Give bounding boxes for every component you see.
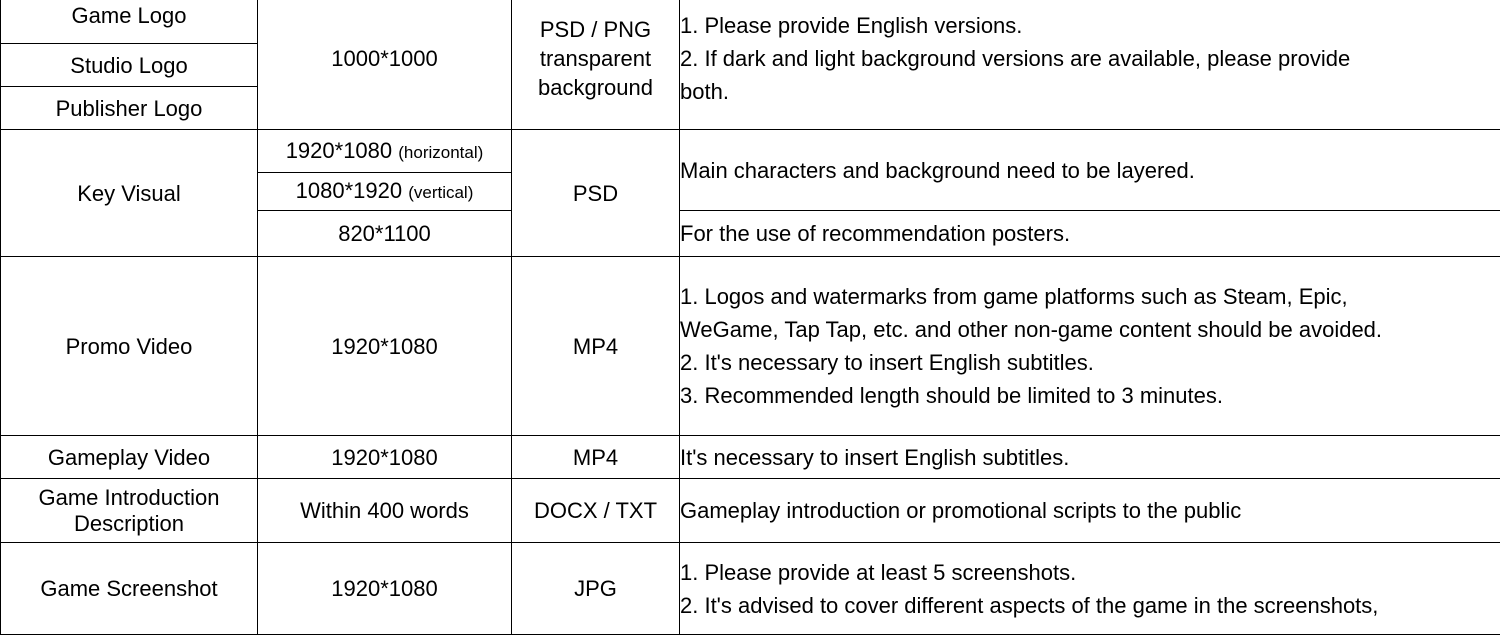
- cell-gameplay-format: MP4: [512, 436, 680, 479]
- kv-size-value: 1920*1080: [286, 138, 392, 163]
- cell-description-format: DOCX / TXT: [512, 479, 680, 543]
- description-name-line: Description: [1, 511, 257, 537]
- cell-promo-notes: [680, 257, 1500, 436]
- kv-size-value: 1080*1920: [296, 178, 402, 203]
- logo-format-line: background: [512, 73, 679, 102]
- promo-note-line: WeGame, Tap Tap, etc. and other non-game content should be avoided.: [680, 313, 1500, 346]
- cell-gameplay-note: It's necessary to insert English subtitles.: [680, 436, 1500, 479]
- cell-screenshot-size: 1920*1080: [258, 543, 512, 635]
- cell-description-size: Within 400 words: [258, 479, 512, 543]
- cell-promo-format: MP4: [512, 257, 680, 436]
- cell-kv-size-vertical: [258, 173, 512, 211]
- logo-note-line: 1. Please provide English versions.: [680, 9, 1500, 42]
- logo-format-line: PSD / PNG: [512, 15, 679, 44]
- cell-game-logo: Game Logo: [1, 0, 258, 44]
- cell-logo-size: 1000*1000: [258, 0, 512, 130]
- cell-logo-format: [512, 0, 680, 130]
- kv-size-orientation: (horizontal): [398, 143, 483, 162]
- cell-screenshot-name: Game Screenshot: [1, 543, 258, 635]
- promo-note-line: 2. It's necessary to insert English subtitles.: [680, 346, 1500, 379]
- cell-kv-note-layered: Main characters and background need to be layered.: [680, 130, 1500, 211]
- promo-note-line: 1. Logos and watermarks from game platforms such as Steam, Epic,: [680, 280, 1500, 313]
- cell-key-visual: Key Visual: [1, 130, 258, 257]
- cell-gameplay-video: Gameplay Video: [1, 436, 258, 479]
- cell-kv-format: PSD: [512, 130, 680, 257]
- cell-publisher-logo: Publisher Logo: [1, 87, 258, 130]
- kv-size-orientation: (vertical): [408, 183, 473, 202]
- screenshot-note-line: 2. It's advised to cover different aspects of the game in the screenshots,: [680, 589, 1500, 622]
- cell-kv-size-poster: 820*1100: [258, 211, 512, 257]
- cell-description-note: Gameplay introduction or promotional scripts to the public: [680, 479, 1500, 543]
- cell-description-name: [1, 479, 258, 543]
- cell-screenshot-format: JPG: [512, 543, 680, 635]
- cell-kv-note-posters: For the use of recommendation posters.: [680, 211, 1500, 257]
- promo-note-line: 3. Recommended length should be limited to 3 minutes.: [680, 379, 1500, 412]
- cell-screenshot-notes: [680, 543, 1500, 635]
- cell-promo-size: 1920*1080: [258, 257, 512, 436]
- description-name-line: Game Introduction: [1, 485, 257, 511]
- cell-promo-video: Promo Video: [1, 257, 258, 436]
- screenshot-note-line: 1. Please provide at least 5 screenshots.: [680, 556, 1500, 589]
- cell-kv-size-horizontal: [258, 130, 512, 173]
- logo-note-line: 2. If dark and light background versions are available, please provide: [680, 42, 1500, 75]
- logo-note-line: both.: [680, 75, 1500, 108]
- cell-logo-notes: [680, 0, 1500, 130]
- logo-format-line: transparent: [512, 44, 679, 73]
- cell-gameplay-size: 1920*1080: [258, 436, 512, 479]
- cell-studio-logo: Studio Logo: [1, 44, 258, 87]
